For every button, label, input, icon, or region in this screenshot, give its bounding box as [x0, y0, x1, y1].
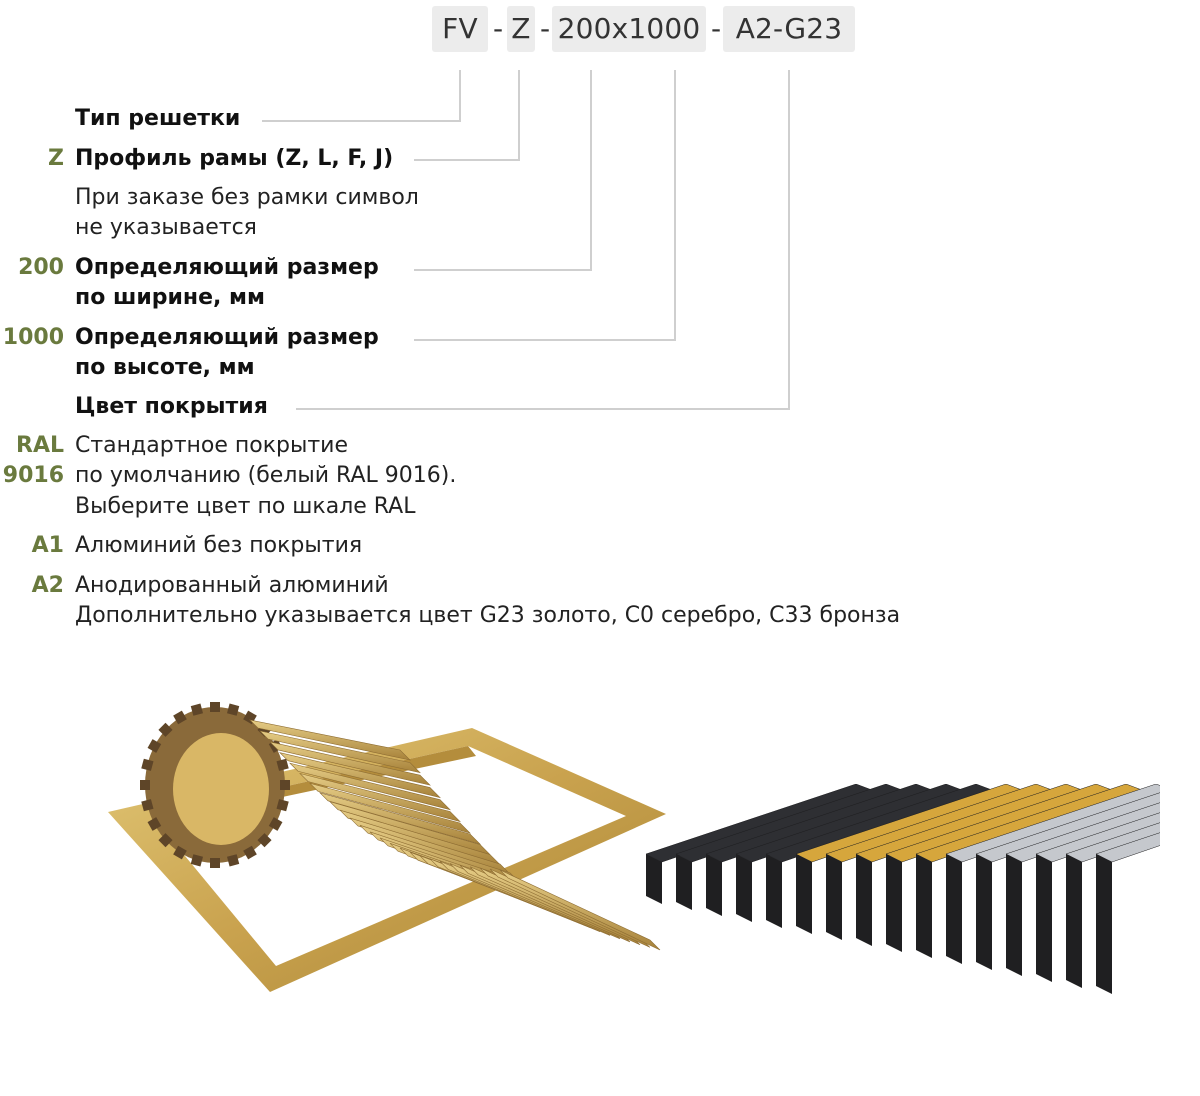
sample-slat-base: [676, 854, 692, 910]
sample-slat-base: [976, 854, 992, 970]
profile-label: Профиль рамы (Z, L, F, J): [75, 146, 394, 171]
width-line2: по ширине, мм: [75, 285, 266, 310]
connector-color: [296, 70, 789, 409]
sample-slat-base: [736, 854, 752, 922]
width-line1: Определяющий размер: [75, 255, 379, 280]
height-line1: Определяющий размер: [75, 325, 379, 350]
code-part-size: 200x1000: [552, 6, 706, 52]
code-part-profile: Z: [507, 6, 535, 52]
connector-height: [414, 70, 675, 340]
profile-code: Z: [48, 146, 64, 171]
connector-type: [262, 70, 460, 121]
height-line2: по высоте, мм: [75, 355, 255, 380]
roll-slat-end: [210, 702, 220, 712]
sample-slat-base: [1066, 854, 1082, 988]
profile-note-line2: не указывается: [75, 215, 257, 240]
sample-slat-base: [1036, 854, 1052, 982]
ral-line2: по умолчанию (белый RAL 9016).: [75, 463, 457, 488]
color-samples-illustration: [636, 784, 1160, 1064]
height-code: 1000: [2, 325, 64, 350]
a2-code: A2: [31, 573, 64, 598]
connector-profile: [414, 70, 519, 160]
color-label: Цвет покрытия: [75, 394, 268, 419]
code-separator: -: [539, 12, 551, 45]
sample-slat-base: [856, 854, 872, 946]
sample-slat-base: [706, 854, 722, 916]
sample-slat-base: [946, 854, 962, 964]
type-label: Тип решетки: [75, 106, 241, 131]
profile-note-line1: При заказе без рамки символ: [75, 185, 419, 210]
roll-slat-end: [280, 780, 290, 790]
code-part-type: FV: [432, 6, 488, 52]
sample-slat-base: [646, 854, 662, 904]
sample-slat-base: [916, 854, 932, 958]
code-separator: -: [492, 12, 504, 45]
sample-slat-base: [826, 854, 842, 940]
sample-slat-base: [1096, 854, 1112, 994]
roll-inner: [173, 733, 269, 845]
sample-slat-base: [886, 854, 902, 952]
gold-grille-illustration: [100, 690, 680, 1096]
a1-label: Алюминий без покрытия: [75, 533, 363, 558]
roll-slat-end: [140, 780, 150, 790]
width-code: 200: [18, 255, 64, 280]
code-part-color: A2-G23: [723, 6, 855, 52]
roll-slat-end: [210, 858, 220, 868]
ral-code-number: 9016: [2, 463, 64, 488]
a2-line2: Дополнительно указывается цвет G23 золото, C0 серебро, C33 бронза: [75, 603, 901, 628]
sample-slat-base: [796, 854, 812, 934]
ral-line1: Стандартное покрытие: [75, 433, 349, 458]
ral-code: RAL: [16, 433, 64, 458]
sample-slat-base: [766, 854, 782, 928]
ral-line3: Выберите цвет по шкале RAL: [75, 494, 416, 519]
a2-line1: Анодированный алюминий: [75, 573, 389, 598]
code-separator: -: [710, 12, 722, 45]
sample-slat-base: [1006, 854, 1022, 976]
a1-code: A1: [31, 533, 64, 558]
connector-width: [414, 70, 591, 270]
sample-slats: [646, 784, 1160, 994]
